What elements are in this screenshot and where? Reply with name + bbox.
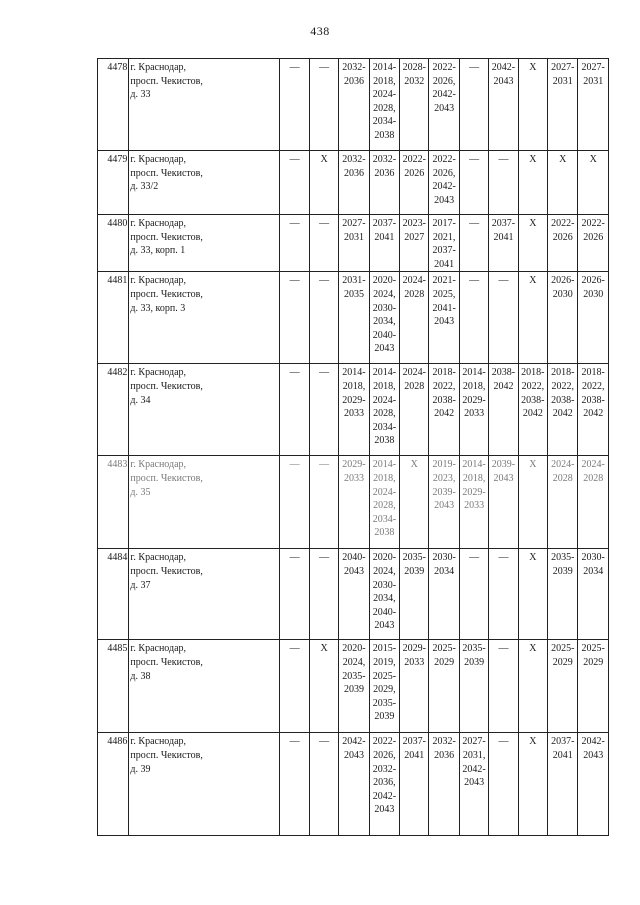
period-cell: X	[578, 151, 609, 215]
period-cell: 2022- 2026, 2032- 2036, 2042- 2043	[369, 733, 399, 836]
period-cell: 2022- 2026, 2042- 2043	[429, 151, 459, 215]
table-row	[98, 151, 609, 215]
row-number: 4486	[98, 733, 129, 836]
period-cell: 2022- 2026	[578, 215, 609, 272]
period-cell: X	[518, 59, 547, 151]
period-cell: 2017- 2021, 2037- 2041	[429, 215, 459, 272]
row-number: 4484	[98, 549, 129, 640]
period-cell: —	[459, 151, 488, 215]
period-cell: 2035- 2039	[400, 549, 429, 640]
period-cell: —	[459, 272, 488, 364]
period-cell: —	[459, 549, 488, 640]
period-cell: 2027- 2031	[339, 215, 369, 272]
period-cell: —	[489, 151, 518, 215]
period-cell: 2037- 2041	[489, 215, 518, 272]
address-cell: г. Краснодар, просп. Чекистов, д. 33	[129, 59, 280, 151]
period-cell: 2014- 2018, 2029- 2033	[339, 364, 369, 456]
period-cell: 2024- 2028	[578, 456, 609, 549]
row-number: 4479	[98, 151, 129, 215]
period-cell: 2037- 2041	[400, 733, 429, 836]
period-cell: 2022- 2026	[548, 215, 578, 272]
period-cell: X	[309, 640, 338, 733]
period-cell: 2035- 2039	[459, 640, 488, 733]
row-number: 4481	[98, 272, 129, 364]
period-cell: 2015- 2019, 2025- 2029, 2035- 2039	[369, 640, 399, 733]
period-cell: 2037- 2041	[369, 215, 399, 272]
address-cell: г. Краснодар, просп. Чекистов, д. 39	[129, 733, 280, 836]
schedule-table	[97, 58, 609, 836]
period-cell: —	[309, 733, 338, 836]
period-cell: —	[459, 59, 488, 151]
period-cell: 2039- 2043	[489, 456, 518, 549]
period-cell: 2025- 2029	[578, 640, 609, 733]
period-cell: X	[518, 151, 547, 215]
period-cell: X	[309, 151, 338, 215]
table-row	[98, 549, 609, 640]
period-cell: X	[400, 456, 429, 549]
period-cell: 2014- 2018, 2029- 2033	[459, 364, 488, 456]
period-cell: 2042- 2043	[489, 59, 518, 151]
period-cell: 2035- 2039	[548, 549, 578, 640]
period-cell: 2031- 2035	[339, 272, 369, 364]
period-cell: 2018- 2022, 2038- 2042	[578, 364, 609, 456]
period-cell: 2024- 2028	[548, 456, 578, 549]
period-cell: X	[548, 151, 578, 215]
period-cell: —	[489, 733, 518, 836]
period-cell: 2024- 2028	[400, 272, 429, 364]
table-row	[98, 456, 609, 549]
period-cell: 2026- 2030	[548, 272, 578, 364]
period-cell: X	[518, 272, 547, 364]
period-cell: —	[280, 549, 309, 640]
address-cell: г. Краснодар, просп. Чекистов, д. 33/2	[129, 151, 280, 215]
period-cell: 2019- 2023, 2039- 2043	[429, 456, 459, 549]
table-row	[98, 733, 609, 836]
period-cell: X	[518, 456, 547, 549]
period-cell: X	[518, 549, 547, 640]
period-cell: 2038- 2042	[489, 364, 518, 456]
period-cell: X	[518, 640, 547, 733]
period-cell: 2018- 2022, 2038- 2042	[518, 364, 547, 456]
period-cell: —	[280, 151, 309, 215]
period-cell: —	[309, 272, 338, 364]
period-cell: 2032- 2036	[339, 151, 369, 215]
period-cell: 2042- 2043	[578, 733, 609, 836]
address-cell: г. Краснодар, просп. Чекистов, д. 37	[129, 549, 280, 640]
period-cell: 2018- 2022, 2038- 2042	[548, 364, 578, 456]
period-cell: 2025- 2029	[429, 640, 459, 733]
period-cell: 2020- 2024, 2030- 2034, 2040- 2043	[369, 272, 399, 364]
period-cell: X	[518, 733, 547, 836]
period-cell: —	[280, 733, 309, 836]
row-number: 4480	[98, 215, 129, 272]
page-number: 438	[310, 24, 330, 38]
period-cell: —	[309, 59, 338, 151]
period-cell: 2032- 2036	[369, 151, 399, 215]
table-row	[98, 215, 609, 272]
period-cell: —	[309, 364, 338, 456]
period-cell: —	[489, 272, 518, 364]
period-cell: 2020- 2024, 2035- 2039	[339, 640, 369, 733]
period-cell: 2022- 2026	[400, 151, 429, 215]
table-row	[98, 272, 609, 364]
table-row	[98, 640, 609, 733]
period-cell: 2014- 2018, 2029- 2033	[459, 456, 488, 549]
period-cell: 2032- 2036	[429, 733, 459, 836]
row-number: 4483	[98, 456, 129, 549]
period-cell: 2030- 2034	[429, 549, 459, 640]
period-cell: 2025- 2029	[548, 640, 578, 733]
table-row	[98, 364, 609, 456]
period-cell: 2029- 2033	[339, 456, 369, 549]
address-cell: г. Краснодар, просп. Чекистов, д. 35	[129, 456, 280, 549]
period-cell: —	[280, 272, 309, 364]
period-cell: 2027- 2031	[548, 59, 578, 151]
period-cell: 2042- 2043	[339, 733, 369, 836]
period-cell: 2026- 2030	[578, 272, 609, 364]
period-cell: —	[459, 215, 488, 272]
address-cell: г. Краснодар, просп. Чекистов, д. 34	[129, 364, 280, 456]
period-cell: 2023- 2027	[400, 215, 429, 272]
period-cell: —	[489, 640, 518, 733]
period-cell: X	[518, 215, 547, 272]
period-cell: 2040- 2043	[339, 549, 369, 640]
period-cell: 2037- 2041	[548, 733, 578, 836]
period-cell: 2020- 2024, 2030- 2034, 2040- 2043	[369, 549, 399, 640]
period-cell: 2014- 2018, 2024- 2028, 2034- 2038	[369, 456, 399, 549]
table-row	[98, 59, 609, 151]
period-cell: 2029- 2033	[400, 640, 429, 733]
period-cell: 2028- 2032	[400, 59, 429, 151]
period-cell: 2022- 2026, 2042- 2043	[429, 59, 459, 151]
period-cell: 2030- 2034	[578, 549, 609, 640]
period-cell: —	[489, 549, 518, 640]
row-number: 4485	[98, 640, 129, 733]
period-cell: 2021- 2025, 2041- 2043	[429, 272, 459, 364]
row-number: 4478	[98, 59, 129, 151]
address-cell: г. Краснодар, просп. Чекистов, д. 33, корп. 3	[129, 272, 280, 364]
period-cell: 2018- 2022, 2038- 2042	[429, 364, 459, 456]
period-cell: —	[280, 456, 309, 549]
period-cell: 2027- 2031, 2042- 2043	[459, 733, 488, 836]
period-cell: —	[280, 640, 309, 733]
address-cell: г. Краснодар, просп. Чекистов, д. 33, корп. 1	[129, 215, 280, 272]
address-cell: г. Краснодар, просп. Чекистов, д. 38	[129, 640, 280, 733]
period-cell: —	[309, 456, 338, 549]
period-cell: —	[309, 549, 338, 640]
period-cell: 2027- 2031	[578, 59, 609, 151]
period-cell: 2014- 2018, 2024- 2028, 2034- 2038	[369, 364, 399, 456]
period-cell: 2014- 2018, 2024- 2028, 2034- 2038	[369, 59, 399, 151]
row-number: 4482	[98, 364, 129, 456]
period-cell: —	[280, 59, 309, 151]
period-cell: 2024- 2028	[400, 364, 429, 456]
period-cell: 2032- 2036	[339, 59, 369, 151]
period-cell: —	[280, 215, 309, 272]
period-cell: —	[280, 364, 309, 456]
period-cell: —	[309, 215, 338, 272]
